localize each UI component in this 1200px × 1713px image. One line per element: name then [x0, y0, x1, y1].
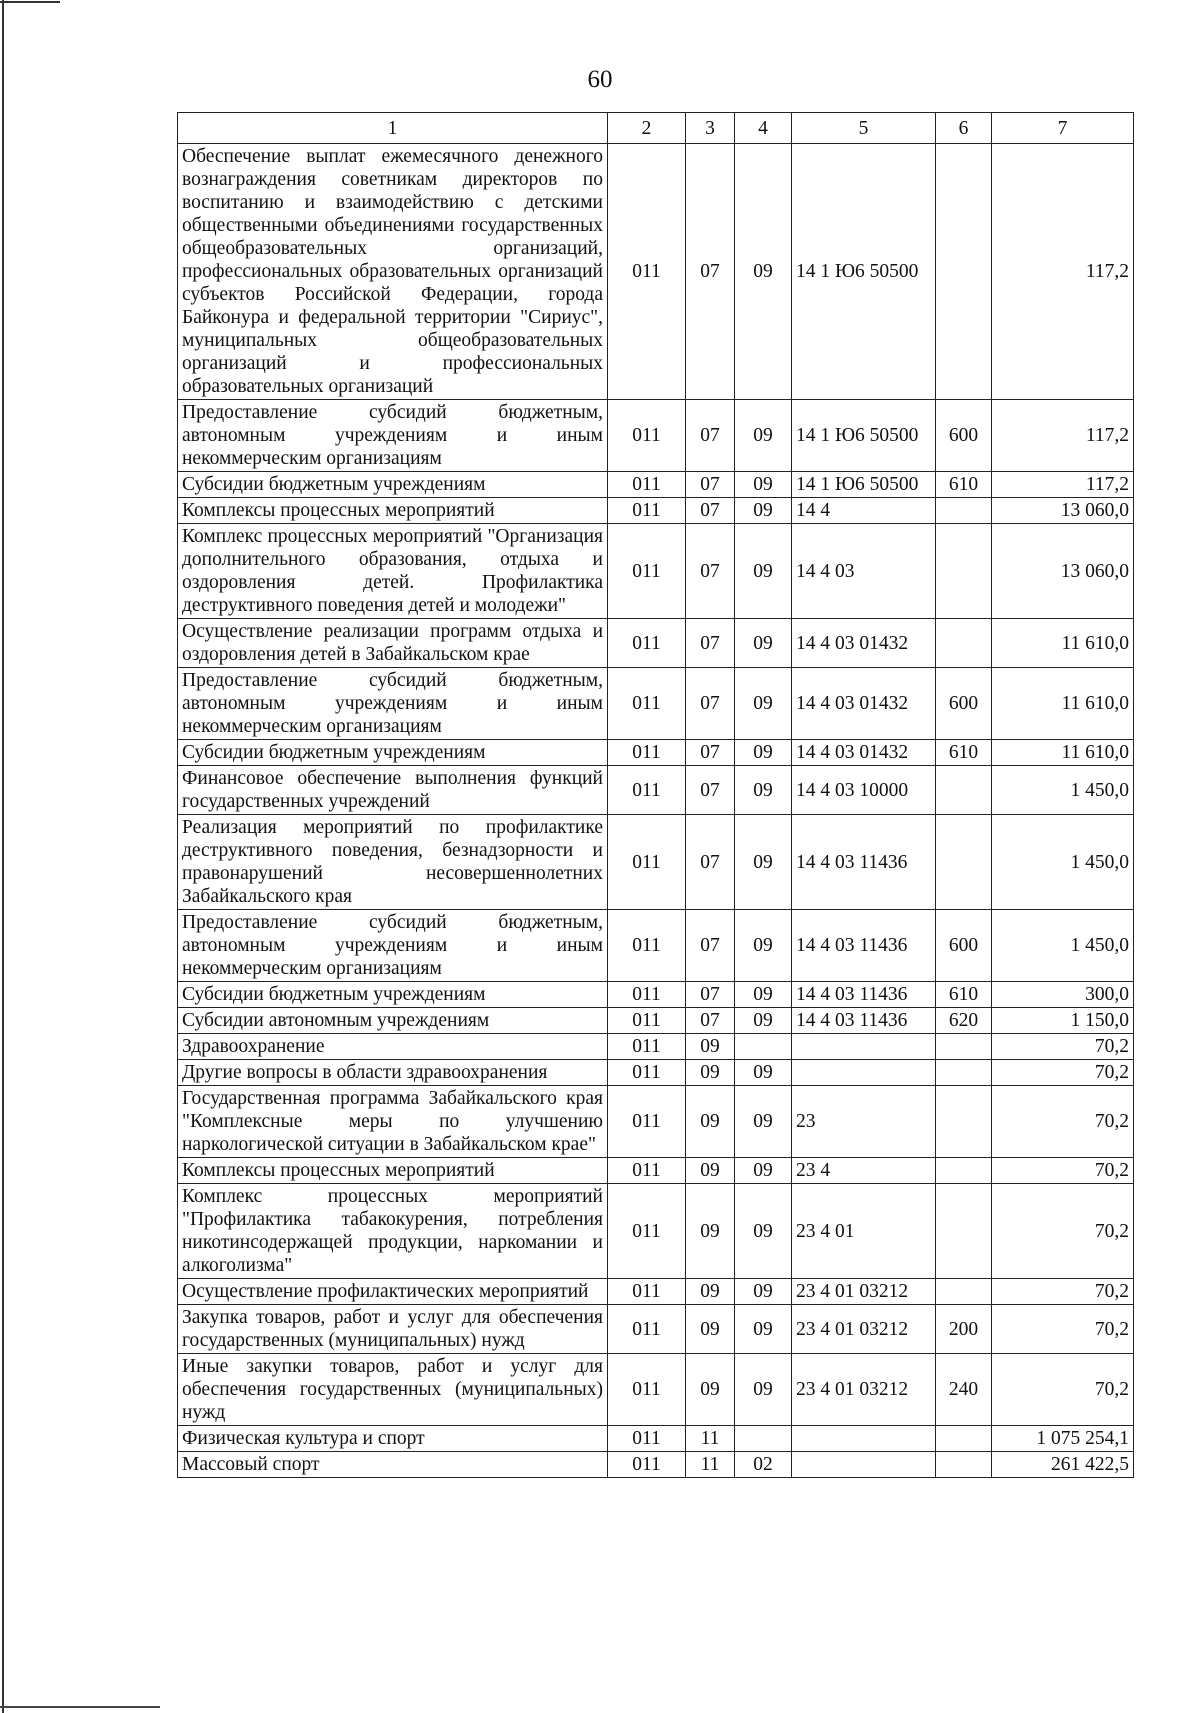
row-col6-cell	[936, 1279, 992, 1305]
row-col5-cell	[792, 1452, 936, 1478]
table-row	[178, 766, 1134, 815]
table-row	[178, 910, 1134, 982]
row-col6-cell	[936, 815, 992, 910]
row-name-cell: Комплексы процессных мероприятий	[178, 498, 608, 524]
row-col4-cell: 09	[735, 1086, 792, 1158]
header-row	[178, 113, 1134, 144]
row-name-cell: Предоставление субсидий бюджетным, автономным учреждениям и иным некоммерческим организациям	[178, 910, 608, 982]
row-col6-cell	[936, 1184, 992, 1279]
row-name-cell: Субсидии автономным учреждениям	[178, 1008, 608, 1034]
row-col5-cell: 14 4 03 11436	[792, 910, 936, 982]
row-col7-cell: 70,2	[992, 1034, 1134, 1060]
row-col6-cell: 610	[936, 740, 992, 766]
row-col5-cell: 14 4 03 01432	[792, 740, 936, 766]
row-name-cell: Массовый спорт	[178, 1452, 608, 1478]
row-name-cell: Реализация мероприятий по профилактике деструктивного поведения, безнадзорности и правонарушений несовершеннолетних Забайкальского края	[178, 815, 608, 910]
row-col2-cell: 011	[608, 1034, 686, 1060]
budget-table	[177, 112, 1134, 1478]
row-col4-cell: 02	[735, 1452, 792, 1478]
row-name-cell: Закупка товаров, работ и услуг для обеспечения государственных (муниципальных) нужд	[178, 1305, 608, 1354]
row-col4-cell: 09	[735, 144, 792, 400]
row-col3-cell: 07	[686, 144, 735, 400]
row-col2-cell: 011	[608, 1426, 686, 1452]
row-col5-cell: 23 4 01 03212	[792, 1305, 936, 1354]
row-col4-cell	[735, 1034, 792, 1060]
table-row	[178, 1060, 1134, 1086]
row-col7-cell: 1 075 254,1	[992, 1426, 1134, 1452]
row-col4-cell: 09	[735, 668, 792, 740]
table-row	[178, 1452, 1134, 1478]
row-col5-cell: 23 4 01 03212	[792, 1354, 936, 1426]
row-col3-cell: 07	[686, 498, 735, 524]
row-col2-cell: 011	[608, 982, 686, 1008]
row-col7-cell: 70,2	[992, 1279, 1134, 1305]
header-cell-6: 6	[936, 113, 992, 144]
row-col7-cell: 117,2	[992, 400, 1134, 472]
row-col3-cell: 09	[686, 1354, 735, 1426]
row-col4-cell	[735, 1426, 792, 1452]
table-row	[178, 498, 1134, 524]
row-col5-cell: 23 4 01 03212	[792, 1279, 936, 1305]
row-col4-cell: 09	[735, 1158, 792, 1184]
row-col7-cell: 70,2	[992, 1158, 1134, 1184]
row-col6-cell	[936, 1452, 992, 1478]
row-col4-cell: 09	[735, 1008, 792, 1034]
row-name-cell: Обеспечение выплат ежемесячного денежного вознаграждения советникам директоров по воспитанию и взаимодействию с детскими общественными объединениями государственных общеобразовательных организаций, профессиональных образовательных организаций субъектов Российской Федерации, города Байконура и федеральной территории "Сириус", муниципальных общеобразовательных организаций и профессиональных образовательных организаций	[178, 144, 608, 400]
row-col7-cell: 70,2	[992, 1060, 1134, 1086]
row-name-cell: Комплекс процессных мероприятий "Организация дополнительного образования, отдыха и оздоровления детей. Профилактика деструктивного поведения детей и молодежи"	[178, 524, 608, 619]
row-col7-cell: 70,2	[992, 1184, 1134, 1279]
row-col7-cell: 13 060,0	[992, 498, 1134, 524]
row-col6-cell: 240	[936, 1354, 992, 1426]
table-row	[178, 400, 1134, 472]
table-row	[178, 1158, 1134, 1184]
row-name-cell: Государственная программа Забайкальского края "Комплексные меры по улучшению наркологической ситуации в Забайкальском крае"	[178, 1086, 608, 1158]
row-col5-cell: 14 1 Ю6 50500	[792, 400, 936, 472]
row-col6-cell	[936, 1086, 992, 1158]
row-col7-cell: 70,2	[992, 1086, 1134, 1158]
row-col3-cell: 09	[686, 1184, 735, 1279]
row-col7-cell: 261 422,5	[992, 1452, 1134, 1478]
row-col4-cell: 09	[735, 766, 792, 815]
row-col6-cell	[936, 1034, 992, 1060]
row-col2-cell: 011	[608, 1279, 686, 1305]
row-name-cell: Другие вопросы в области здравоохранения	[178, 1060, 608, 1086]
row-col6-cell	[936, 1426, 992, 1452]
row-col3-cell: 07	[686, 910, 735, 982]
row-col5-cell: 14 4 03 11436	[792, 1008, 936, 1034]
row-col2-cell: 011	[608, 1086, 686, 1158]
row-col3-cell: 07	[686, 815, 735, 910]
row-col6-cell: 600	[936, 400, 992, 472]
row-col5-cell: 14 1 Ю6 50500	[792, 472, 936, 498]
table-row	[178, 1354, 1134, 1426]
scan-border-left	[2, 0, 4, 1713]
row-name-cell: Комплекс процессных мероприятий "Профилактика табакокурения, потребления никотинсодержащей продукции, наркомании и алкоголизма"	[178, 1184, 608, 1279]
header-cell-3: 3	[686, 113, 735, 144]
row-col7-cell: 1 450,0	[992, 766, 1134, 815]
row-col3-cell: 07	[686, 524, 735, 619]
row-col5-cell: 23 4 01	[792, 1184, 936, 1279]
row-col2-cell: 011	[608, 668, 686, 740]
table-row	[178, 1034, 1134, 1060]
row-name-cell: Комплексы процессных мероприятий	[178, 1158, 608, 1184]
row-col2-cell: 011	[608, 1184, 686, 1279]
row-col4-cell: 09	[735, 498, 792, 524]
row-col6-cell	[936, 524, 992, 619]
table-row	[178, 1184, 1134, 1279]
row-col3-cell: 07	[686, 668, 735, 740]
header-cell-2: 2	[608, 113, 686, 144]
row-col2-cell: 011	[608, 740, 686, 766]
table-row	[178, 740, 1134, 766]
row-col2-cell: 011	[608, 1305, 686, 1354]
row-col7-cell: 11 610,0	[992, 740, 1134, 766]
table-row	[178, 1305, 1134, 1354]
row-col5-cell: 14 4 03 11436	[792, 815, 936, 910]
row-col2-cell: 011	[608, 815, 686, 910]
table-row	[178, 982, 1134, 1008]
scan-border-top	[0, 1, 60, 3]
row-col4-cell: 09	[735, 815, 792, 910]
row-col4-cell: 09	[735, 1354, 792, 1426]
row-col5-cell: 23	[792, 1086, 936, 1158]
row-col7-cell: 11 610,0	[992, 668, 1134, 740]
row-col4-cell: 09	[735, 619, 792, 668]
header-cell-1: 1	[178, 113, 608, 144]
row-col2-cell: 011	[608, 1008, 686, 1034]
row-col7-cell: 300,0	[992, 982, 1134, 1008]
row-col6-cell	[936, 619, 992, 668]
row-col3-cell: 09	[686, 1158, 735, 1184]
row-col4-cell: 09	[735, 1060, 792, 1086]
row-name-cell: Осуществление профилактических мероприятий	[178, 1279, 608, 1305]
table-row	[178, 815, 1134, 910]
row-col6-cell	[936, 1158, 992, 1184]
row-col4-cell: 09	[735, 1305, 792, 1354]
row-col2-cell: 011	[608, 144, 686, 400]
row-col2-cell: 011	[608, 524, 686, 619]
row-col7-cell: 1 450,0	[992, 815, 1134, 910]
row-col2-cell: 011	[608, 1354, 686, 1426]
row-col2-cell: 011	[608, 1452, 686, 1478]
row-col5-cell: 14 4	[792, 498, 936, 524]
table-row	[178, 668, 1134, 740]
row-col6-cell: 610	[936, 472, 992, 498]
row-name-cell: Здравоохранение	[178, 1034, 608, 1060]
row-col3-cell: 07	[686, 982, 735, 1008]
page-number: 60	[587, 66, 613, 93]
row-col2-cell: 011	[608, 472, 686, 498]
row-col4-cell: 09	[735, 1184, 792, 1279]
scan-border-bottom	[0, 1706, 160, 1708]
row-col4-cell: 09	[735, 400, 792, 472]
row-col2-cell: 011	[608, 910, 686, 982]
row-name-cell: Субсидии бюджетным учреждениям	[178, 982, 608, 1008]
row-col6-cell: 620	[936, 1008, 992, 1034]
row-col4-cell: 09	[735, 982, 792, 1008]
row-col6-cell: 200	[936, 1305, 992, 1354]
row-col6-cell	[936, 498, 992, 524]
row-col5-cell	[792, 1034, 936, 1060]
row-col7-cell: 70,2	[992, 1354, 1134, 1426]
table-body	[178, 113, 1134, 1478]
row-col2-cell: 011	[608, 1158, 686, 1184]
row-col5-cell: 14 4 03	[792, 524, 936, 619]
table-row	[178, 1086, 1134, 1158]
row-col7-cell: 13 060,0	[992, 524, 1134, 619]
row-col3-cell: 07	[686, 766, 735, 815]
row-col7-cell: 117,2	[992, 144, 1134, 400]
row-col4-cell: 09	[735, 1279, 792, 1305]
table-row	[178, 619, 1134, 668]
row-col6-cell	[936, 144, 992, 400]
header-cell-7: 7	[992, 113, 1134, 144]
row-col2-cell: 011	[608, 400, 686, 472]
row-col7-cell: 117,2	[992, 472, 1134, 498]
row-col3-cell: 09	[686, 1086, 735, 1158]
row-col4-cell: 09	[735, 910, 792, 982]
row-col5-cell: 14 4 03 11436	[792, 982, 936, 1008]
row-col2-cell: 011	[608, 766, 686, 815]
row-col7-cell: 1 150,0	[992, 1008, 1134, 1034]
row-col3-cell: 07	[686, 472, 735, 498]
row-name-cell: Финансовое обеспечение выполнения функций государственных учреждений	[178, 766, 608, 815]
row-col3-cell: 09	[686, 1034, 735, 1060]
row-name-cell: Субсидии бюджетным учреждениям	[178, 472, 608, 498]
table-row	[178, 472, 1134, 498]
row-col6-cell	[936, 766, 992, 815]
row-col7-cell: 1 450,0	[992, 910, 1134, 982]
row-col5-cell: 14 1 Ю6 50500	[792, 144, 936, 400]
table-row	[178, 1426, 1134, 1452]
row-col3-cell: 09	[686, 1279, 735, 1305]
row-col2-cell: 011	[608, 619, 686, 668]
row-col6-cell: 600	[936, 668, 992, 740]
row-col3-cell: 11	[686, 1452, 735, 1478]
table-row	[178, 144, 1134, 400]
header-cell-4: 4	[735, 113, 792, 144]
row-col3-cell: 11	[686, 1426, 735, 1452]
row-col5-cell: 14 4 03 01432	[792, 619, 936, 668]
row-col2-cell: 011	[608, 1060, 686, 1086]
row-name-cell: Физическая культура и спорт	[178, 1426, 608, 1452]
row-col3-cell: 07	[686, 1008, 735, 1034]
row-col5-cell: 14 4 03 01432	[792, 668, 936, 740]
row-col5-cell: 23 4	[792, 1158, 936, 1184]
row-col3-cell: 09	[686, 1305, 735, 1354]
table-row	[178, 1279, 1134, 1305]
row-col2-cell: 011	[608, 498, 686, 524]
row-col4-cell: 09	[735, 740, 792, 766]
row-col7-cell: 70,2	[992, 1305, 1134, 1354]
row-name-cell: Субсидии бюджетным учреждениям	[178, 740, 608, 766]
row-col6-cell	[936, 1060, 992, 1086]
row-col4-cell: 09	[735, 524, 792, 619]
row-col7-cell: 11 610,0	[992, 619, 1134, 668]
row-name-cell: Предоставление субсидий бюджетным, автономным учреждениям и иным некоммерческим организациям	[178, 668, 608, 740]
row-col3-cell: 07	[686, 619, 735, 668]
header-cell-5: 5	[792, 113, 936, 144]
table-row	[178, 524, 1134, 619]
row-col5-cell: 14 4 03 10000	[792, 766, 936, 815]
row-col3-cell: 07	[686, 400, 735, 472]
row-col3-cell: 09	[686, 1060, 735, 1086]
row-name-cell: Иные закупки товаров, работ и услуг для обеспечения государственных (муниципальных) нужд	[178, 1354, 608, 1426]
row-name-cell: Предоставление субсидий бюджетным, автономным учреждениям и иным некоммерческим организациям	[178, 400, 608, 472]
row-col5-cell	[792, 1426, 936, 1452]
table-row	[178, 1008, 1134, 1034]
row-col5-cell	[792, 1060, 936, 1086]
row-col6-cell: 600	[936, 910, 992, 982]
row-col6-cell: 610	[936, 982, 992, 1008]
row-name-cell: Осуществление реализации программ отдыха и оздоровления детей в Забайкальском крае	[178, 619, 608, 668]
row-col4-cell: 09	[735, 472, 792, 498]
row-col3-cell: 07	[686, 740, 735, 766]
